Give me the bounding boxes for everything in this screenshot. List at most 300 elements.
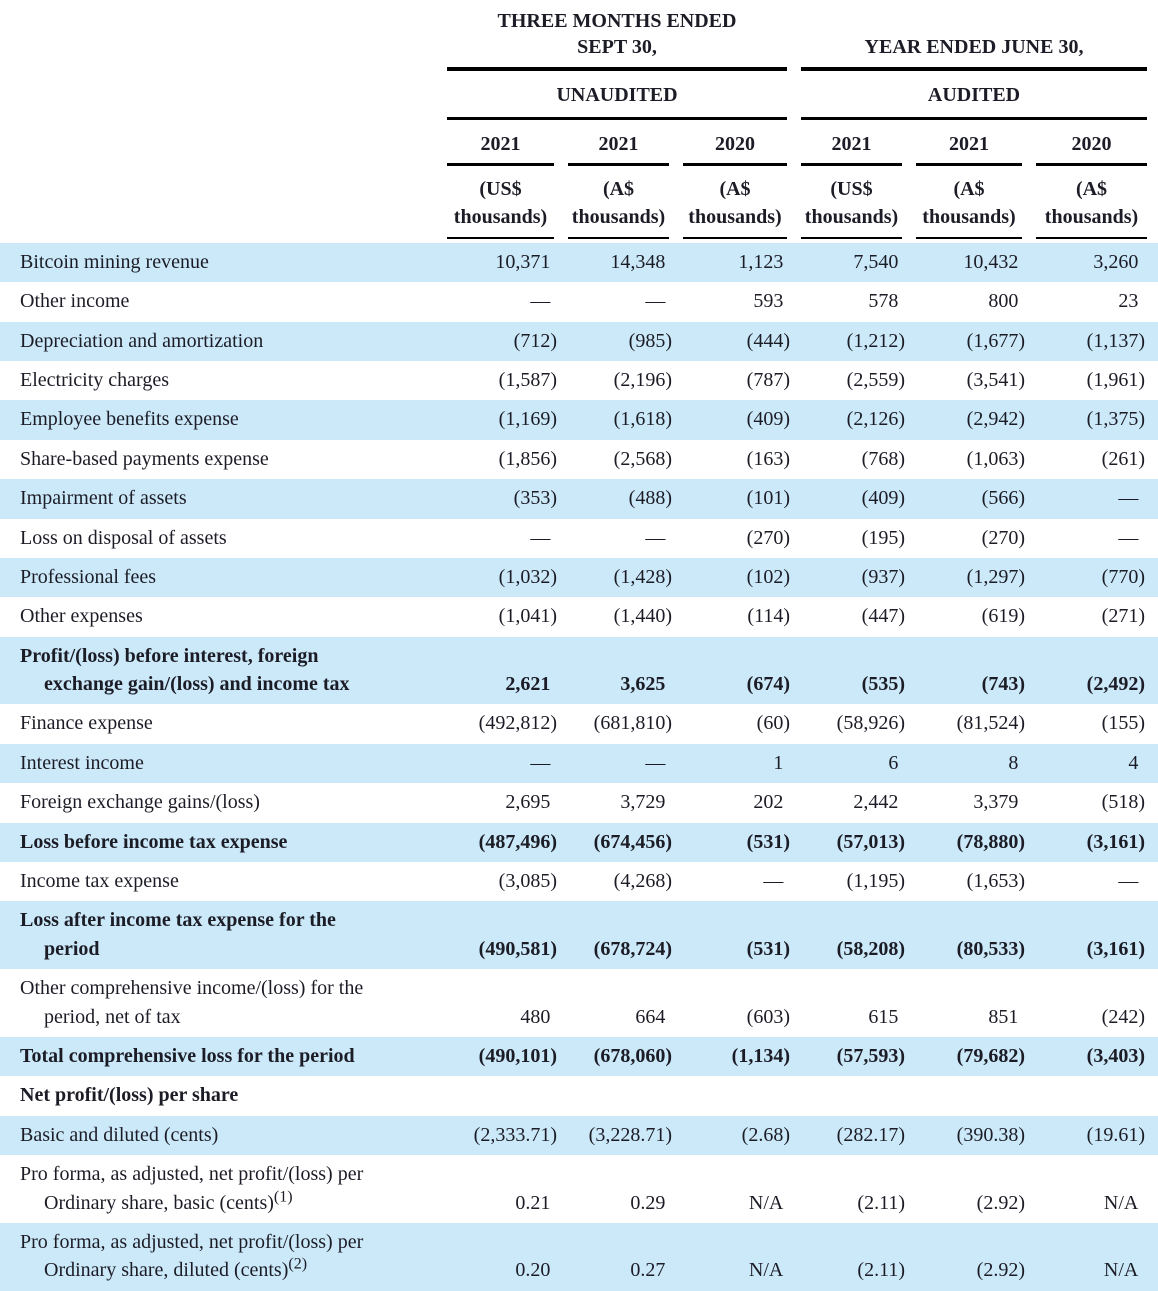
header-spacer <box>0 120 440 166</box>
cell-value <box>561 322 676 361</box>
cell-value-text: (282.17) <box>836 1123 905 1146</box>
cell-value-text: (1,375) <box>1086 408 1145 431</box>
cell-value <box>1029 901 1158 969</box>
unit-column-header <box>676 166 794 243</box>
cell-value-text: (195) <box>861 526 905 549</box>
cell-value-text: 0.21 <box>515 1191 551 1214</box>
year-label: 2021 <box>949 133 989 155</box>
cell-value-text: (19.61) <box>1086 1123 1145 1146</box>
cell-value-text: (1,137) <box>1086 329 1145 352</box>
cell-value <box>561 901 676 969</box>
cell-value-text: (1,677) <box>966 329 1025 352</box>
unit-column-header <box>561 166 676 243</box>
audit-status-header <box>440 71 794 120</box>
cell-value-text: (3,228.71) <box>588 1123 672 1146</box>
cell-value-text: — <box>645 526 666 549</box>
cell-value <box>794 597 909 636</box>
cell-value-text: (1,169) <box>498 408 557 431</box>
year-column-header <box>794 120 909 166</box>
cell-value <box>794 440 909 479</box>
cell-value-text: (3,161) <box>1086 937 1145 960</box>
cell-value <box>676 1155 794 1223</box>
cell-value-text: 800 <box>988 290 1019 313</box>
unit-rule <box>447 166 554 239</box>
unit-label: (A$ thousands) <box>688 178 782 229</box>
cell-value <box>561 704 676 743</box>
cell-value <box>794 322 909 361</box>
cell-value <box>1029 1155 1158 1223</box>
cell-value <box>440 322 561 361</box>
cell-value-text: 8 <box>1008 751 1019 774</box>
cell-value <box>794 969 909 1037</box>
cell-value <box>909 744 1029 783</box>
cell-value-text: 593 <box>753 290 784 313</box>
cell-value-text: 0.29 <box>630 1191 666 1214</box>
cell-value-text: (270) <box>981 526 1025 549</box>
row-label <box>0 243 440 282</box>
cell-value <box>561 479 676 518</box>
row-label-text: Share-based payments expense <box>20 447 269 470</box>
cell-value-text: 202 <box>753 791 784 814</box>
cell-value-text: (81,524) <box>956 712 1025 735</box>
table-row <box>0 901 1158 969</box>
cell-value-text: (163) <box>746 447 790 470</box>
row-label-text: Basic and diluted (cents) <box>20 1123 219 1146</box>
cell-value <box>676 479 794 518</box>
cell-value <box>440 1076 561 1115</box>
table-row <box>0 969 1158 1037</box>
cell-value-text: (770) <box>1101 565 1145 588</box>
table-row <box>0 243 1158 282</box>
cell-value-text: (242) <box>1101 1005 1145 1028</box>
cell-value <box>1029 519 1158 558</box>
table-row <box>0 744 1158 783</box>
cell-value-text: (447) <box>861 605 905 628</box>
period-group-row <box>0 0 1158 71</box>
unit-column-header <box>909 166 1029 243</box>
audit-status-rule <box>801 71 1147 120</box>
cell-value <box>676 783 794 822</box>
year-label: 2021 <box>480 133 521 155</box>
cell-value <box>440 361 561 400</box>
cell-value <box>1029 1116 1158 1155</box>
cell-value-text: (2,196) <box>613 368 672 391</box>
year-label: 2021 <box>831 133 872 155</box>
cell-value-text: N/A <box>1103 1259 1139 1282</box>
cell-value <box>1029 1037 1158 1076</box>
cell-value-text: (270) <box>746 526 790 549</box>
cell-value <box>676 361 794 400</box>
year-column-header <box>909 120 1029 166</box>
row-label <box>0 823 440 862</box>
cell-value-text: (1,195) <box>846 870 905 893</box>
cell-value-text: (444) <box>746 329 790 352</box>
table-row <box>0 440 1158 479</box>
cell-value <box>794 361 909 400</box>
cell-value-text: (490,101) <box>478 1044 557 1067</box>
cell-value-text: (787) <box>746 368 790 391</box>
cell-value <box>794 637 909 705</box>
cell-value <box>676 823 794 862</box>
cell-value <box>794 823 909 862</box>
cell-value-text: (57,593) <box>836 1044 905 1067</box>
cell-value <box>1029 597 1158 636</box>
period-group-rule <box>801 26 1147 71</box>
audit-status-row <box>0 71 1158 120</box>
row-label-text: Interest income <box>20 751 144 774</box>
row-label-text: Pro forma, as adjusted, net profit/(loss) per Ordinary share, basic (cents)$^{(1)}$ <box>20 1163 364 1214</box>
cell-value <box>676 1116 794 1155</box>
cell-value <box>676 744 794 783</box>
unit-column-header <box>1029 166 1158 243</box>
cell-value-text: (271) <box>1101 605 1145 628</box>
row-label-text: Loss before income tax expense <box>20 830 288 853</box>
cell-value <box>561 440 676 479</box>
unit-column-header <box>794 166 909 243</box>
cell-value <box>676 597 794 636</box>
cell-value <box>909 479 1029 518</box>
unit-rule <box>568 166 669 239</box>
cell-value <box>440 440 561 479</box>
cell-value <box>676 282 794 321</box>
cell-value <box>794 519 909 558</box>
cell-value-text: (2.92) <box>976 1259 1025 1282</box>
cell-value <box>1029 400 1158 439</box>
cell-value-text: (1,032) <box>498 565 557 588</box>
cell-value <box>676 322 794 361</box>
cell-value-text: (2.68) <box>741 1123 790 1146</box>
row-label <box>0 1116 440 1155</box>
cell-value-text: (566) <box>981 487 1025 510</box>
cell-value <box>561 783 676 822</box>
cell-value-text: (1,618) <box>613 408 672 431</box>
cell-value <box>1029 440 1158 479</box>
cell-value <box>561 1076 676 1115</box>
table-row <box>0 1116 1158 1155</box>
cell-value <box>1029 322 1158 361</box>
cell-value-text: (518) <box>1101 791 1145 814</box>
year-rule <box>1036 120 1147 166</box>
cell-value <box>909 969 1029 1037</box>
cell-value-text: 851 <box>988 1005 1019 1028</box>
cell-value <box>794 558 909 597</box>
cell-value-text: (603) <box>746 1005 790 1028</box>
cell-value <box>909 1155 1029 1223</box>
table-row <box>0 1155 1158 1223</box>
cell-value-text: (78,880) <box>956 830 1025 853</box>
row-label <box>0 322 440 361</box>
row-label <box>0 558 440 597</box>
footnote-marker: (2) <box>288 1255 308 1273</box>
cell-value <box>1029 282 1158 321</box>
cell-value <box>440 1155 561 1223</box>
cell-value-text: (674) <box>746 673 790 696</box>
cell-value <box>794 1155 909 1223</box>
cell-value <box>676 558 794 597</box>
cell-value <box>676 243 794 282</box>
cell-value <box>909 519 1029 558</box>
cell-value-text: (3,085) <box>498 870 557 893</box>
cell-value-text: (487,496) <box>478 830 557 853</box>
cell-value-text: (1,297) <box>966 565 1025 588</box>
unit-rule <box>1036 166 1147 239</box>
period-group-header <box>440 0 794 71</box>
cell-value-text: (3,541) <box>966 368 1025 391</box>
table-row <box>0 479 1158 518</box>
cell-value <box>676 862 794 901</box>
cell-value <box>909 361 1029 400</box>
cell-value <box>794 744 909 783</box>
row-label <box>0 361 440 400</box>
cell-value <box>909 862 1029 901</box>
row-label <box>0 969 440 1037</box>
cell-value <box>440 479 561 518</box>
cell-value <box>794 862 909 901</box>
cell-value <box>676 400 794 439</box>
cell-value-text: (60) <box>756 712 790 735</box>
row-label <box>0 744 440 783</box>
cell-value-text: (1,856) <box>498 447 557 470</box>
table-row <box>0 823 1158 862</box>
audit-status-label: AUDITED <box>927 84 1021 106</box>
row-label <box>0 1155 440 1223</box>
row-label-text: Other comprehensive income/(loss) for the period, net of tax <box>20 977 364 1028</box>
table-header <box>0 0 1158 243</box>
table-row <box>0 1076 1158 1115</box>
cell-value-text: (353) <box>513 487 557 510</box>
cell-value <box>794 479 909 518</box>
year-column-header <box>440 120 561 166</box>
cell-value <box>909 783 1029 822</box>
cell-value-text: (1,134) <box>731 1044 790 1067</box>
cell-value-text: (2,492) <box>1086 673 1145 696</box>
cell-value-text: (102) <box>746 565 790 588</box>
row-label-text: Other income <box>20 290 130 313</box>
unit-label: (US$ thousands) <box>453 178 548 229</box>
header-spacer <box>0 166 440 243</box>
cell-value-text: (390.38) <box>956 1123 1025 1146</box>
cell-value-text: (2,559) <box>846 368 905 391</box>
cell-value <box>676 1037 794 1076</box>
row-label-text: Bitcoin mining revenue <box>20 250 209 273</box>
cell-value <box>440 558 561 597</box>
period-group-title: YEAR ENDED JUNE 30, <box>864 36 1084 58</box>
cell-value <box>1029 637 1158 705</box>
table-row <box>0 597 1158 636</box>
cell-value-text: (2.11) <box>857 1191 905 1214</box>
cell-value <box>794 1116 909 1155</box>
table-row <box>0 322 1158 361</box>
cell-value <box>909 243 1029 282</box>
cell-value-text: (674,456) <box>593 830 672 853</box>
cell-value-text: 10,432 <box>963 250 1019 273</box>
cell-value <box>440 823 561 862</box>
cell-value-text: 1,123 <box>738 250 784 273</box>
cell-value <box>561 558 676 597</box>
cell-value <box>1029 783 1158 822</box>
cell-value <box>676 440 794 479</box>
cell-value <box>794 783 909 822</box>
row-label-text: Profit/(loss) before interest, foreign exchange gain/(loss) and income tax <box>20 644 350 696</box>
cell-value-text: (58,926) <box>836 712 905 735</box>
audit-status-rule <box>447 71 787 120</box>
table-row <box>0 783 1158 822</box>
cell-value-text: (155) <box>1101 712 1145 735</box>
row-label-text: Finance expense <box>20 712 153 735</box>
row-label-text: Other expenses <box>20 605 143 628</box>
cell-value-text: (743) <box>981 673 1025 696</box>
cell-value-text: (409) <box>861 487 905 510</box>
cell-value-text: (531) <box>746 937 790 960</box>
row-label-text: Depreciation and amortization <box>20 329 264 352</box>
cell-value-text: (3,161) <box>1086 830 1145 853</box>
row-label <box>0 901 440 969</box>
cell-value <box>561 243 676 282</box>
cell-value <box>909 1076 1029 1115</box>
cell-value <box>794 282 909 321</box>
cell-value <box>440 243 561 282</box>
table-row <box>0 704 1158 743</box>
cell-value-text: (2,942) <box>966 408 1025 431</box>
cell-value <box>440 704 561 743</box>
period-group-header <box>794 0 1158 71</box>
cell-value-text: (1,961) <box>1086 368 1145 391</box>
cell-value <box>1029 704 1158 743</box>
cell-value-text: (681,810) <box>593 712 672 735</box>
cell-value <box>440 597 561 636</box>
unit-label: (US$ thousands) <box>804 178 899 229</box>
cell-value <box>561 361 676 400</box>
cell-value-text: N/A <box>748 1191 784 1214</box>
cell-value-text: 1 <box>773 751 784 774</box>
cell-value <box>440 637 561 705</box>
table-row <box>0 558 1158 597</box>
cell-value-text: 3,625 <box>620 673 666 696</box>
cell-value-text: (2,333.71) <box>473 1123 557 1146</box>
cell-value-text: (985) <box>628 329 672 352</box>
row-label <box>0 1076 440 1115</box>
cell-value <box>440 1116 561 1155</box>
cell-value-text: (2.11) <box>857 1259 905 1282</box>
table-row <box>0 637 1158 705</box>
cell-value-text: — <box>530 526 551 549</box>
cell-value-text: N/A <box>1103 1191 1139 1214</box>
cell-value-text: — <box>1118 870 1139 893</box>
unit-column-header <box>440 166 561 243</box>
row-label-text: Impairment of assets <box>20 487 187 510</box>
table-row <box>0 1037 1158 1076</box>
header-spacer <box>0 0 440 71</box>
row-label <box>0 479 440 518</box>
period-group-rule <box>447 0 787 71</box>
cell-value <box>909 1116 1029 1155</box>
cell-value <box>794 704 909 743</box>
cell-value-text: (712) <box>513 329 557 352</box>
year-label: 2020 <box>715 133 755 155</box>
cell-value <box>909 322 1029 361</box>
cell-value-text: (492,812) <box>478 712 557 735</box>
cell-value <box>794 400 909 439</box>
cell-value-text: (3,403) <box>1086 1044 1145 1067</box>
row-label <box>0 637 440 705</box>
audit-status-header <box>794 71 1158 120</box>
cell-value <box>794 1076 909 1115</box>
cell-value <box>561 1116 676 1155</box>
footnote-marker: (1) <box>273 1187 293 1205</box>
cell-value-text: 2,695 <box>505 791 551 814</box>
cell-value-text: (678,060) <box>593 1044 672 1067</box>
cell-value-text: (1,063) <box>966 447 1025 470</box>
cell-value-text: — <box>530 751 551 774</box>
cell-value-text: 0.27 <box>630 1259 666 1282</box>
cell-value-text: (1,653) <box>966 870 1025 893</box>
cell-value-text: (1,440) <box>613 605 672 628</box>
unit-label: (A$ thousands) <box>571 178 666 229</box>
cell-value <box>561 823 676 862</box>
cell-value-text: (531) <box>746 830 790 853</box>
cell-value-text: 6 <box>888 751 899 774</box>
year-column-header <box>676 120 794 166</box>
row-label <box>0 783 440 822</box>
cell-value-text: (619) <box>981 605 1025 628</box>
cell-value <box>1029 823 1158 862</box>
cell-value <box>440 969 561 1037</box>
cell-value <box>909 400 1029 439</box>
cell-value-text: 480 <box>520 1005 551 1028</box>
unit-rule <box>801 166 902 239</box>
cell-value-text: (1,428) <box>613 565 672 588</box>
table-row <box>0 361 1158 400</box>
cell-value-text: (58,208) <box>836 937 905 960</box>
cell-value <box>1029 744 1158 783</box>
cell-value <box>909 558 1029 597</box>
cell-value <box>794 243 909 282</box>
row-label-text: Income tax expense <box>20 870 179 893</box>
row-label-text: Professional fees <box>20 565 157 588</box>
cell-value <box>676 704 794 743</box>
year-column-header <box>1029 120 1158 166</box>
cell-value <box>561 1155 676 1223</box>
cell-value <box>676 519 794 558</box>
audit-status-label: UNAUDITED <box>556 84 678 106</box>
cell-value-text: 2,442 <box>853 791 899 814</box>
cell-value <box>561 969 676 1037</box>
table-row <box>0 400 1158 439</box>
cell-value <box>909 1037 1029 1076</box>
cell-value <box>1029 361 1158 400</box>
unit-label: (A$ thousands) <box>1044 178 1139 229</box>
period-group-title: THREE MONTHS ENDED SEPT 30, <box>497 10 737 58</box>
cell-value-text: 3,729 <box>620 791 666 814</box>
cell-value-text: (937) <box>861 565 905 588</box>
row-label-text: Foreign exchange gains/(loss) <box>20 791 260 814</box>
year-label: 2021 <box>598 133 639 155</box>
cell-value-text: N/A <box>748 1259 784 1282</box>
unit-rule <box>683 166 787 239</box>
cell-value-text: (535) <box>861 673 905 696</box>
table-body <box>0 243 1158 1291</box>
cell-value-text: 3,379 <box>973 791 1019 814</box>
cell-value-text: — <box>1118 487 1139 510</box>
cell-value-text: 615 <box>868 1005 899 1028</box>
cell-value <box>909 282 1029 321</box>
cell-value <box>909 901 1029 969</box>
year-rule <box>801 120 902 166</box>
row-label <box>0 704 440 743</box>
cell-value-text: (79,682) <box>956 1044 1025 1067</box>
cell-value <box>561 519 676 558</box>
cell-value-text: 23 <box>1118 290 1139 313</box>
